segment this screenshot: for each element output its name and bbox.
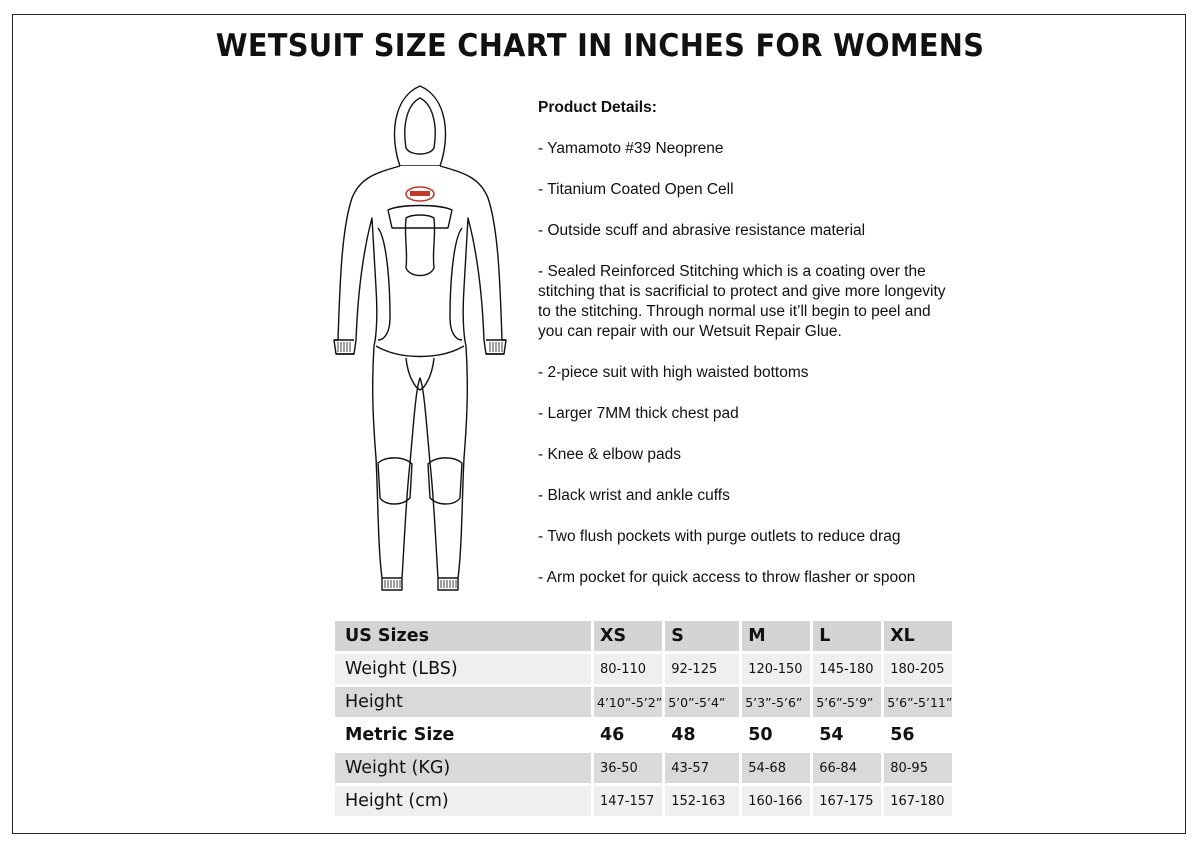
table-cell: 54 — [813, 720, 881, 750]
table-cell: 50 — [742, 720, 810, 750]
table-cell: 5’6”-5’11” — [884, 687, 952, 717]
row-label: Weight (KG) — [335, 753, 591, 783]
table-row — [335, 621, 952, 651]
detail-item: - Titanium Coated Open Cell — [538, 181, 734, 198]
table-cell: 80-110 — [594, 654, 662, 684]
size-chart-table — [332, 618, 955, 819]
table-row — [335, 786, 952, 816]
table-cell: 145-180 — [813, 654, 881, 684]
table-cell: 160-166 — [742, 786, 810, 816]
detail-item: - Knee & elbow pads — [538, 446, 682, 463]
table-cell: 48 — [665, 720, 739, 750]
product-details-heading: Product Details: — [538, 99, 657, 116]
table-cell: L — [813, 621, 881, 651]
detail-item: - Black wrist and ankle cuffs — [538, 487, 730, 504]
table-cell: 43-57 — [665, 753, 739, 783]
table-cell: 180-205 — [884, 654, 952, 684]
table-row — [335, 654, 952, 684]
detail-item: - Larger 7MM thick chest pad — [538, 405, 739, 422]
table-cell: XS — [594, 621, 662, 651]
table-row — [335, 687, 952, 717]
table-cell: 120-150 — [742, 654, 810, 684]
table-row — [335, 753, 952, 783]
table-cell: 54-68 — [742, 753, 810, 783]
row-label: Height — [335, 687, 591, 717]
table-cell: 5’6”-5’9” — [813, 687, 881, 717]
row-label: Weight (LBS) — [335, 654, 591, 684]
page-title: WETSUIT SIZE CHART IN INCHES FOR WOMENS — [215, 28, 985, 64]
detail-item: - Two flush pockets with purge outlets to reduce drag — [538, 528, 901, 545]
brand-logo-icon — [406, 187, 434, 201]
table-cell: 152-163 — [665, 786, 739, 816]
wetsuit-illustration — [320, 78, 520, 608]
detail-item: - Sealed Reinforced Stitching which is a coating over the stitching that is sacrificial to protect and give more longevity to the stitching. Through normal use it’ll begin to peel and you can repair with our Wetsuit Repair Glue. — [538, 263, 946, 340]
detail-item: - Arm pocket for quick access to throw flasher or spoon — [538, 569, 916, 586]
row-label: Height (cm) — [335, 786, 591, 816]
table-cell: 66-84 — [813, 753, 881, 783]
table-cell: XL — [884, 621, 952, 651]
table-row — [335, 720, 952, 750]
table-cell: 5’0”-5’4” — [665, 687, 739, 717]
detail-item: - 2-piece suit with high waisted bottoms — [538, 364, 809, 381]
table-cell: M — [742, 621, 810, 651]
row-label: Metric Size — [335, 720, 591, 750]
table-cell: 56 — [884, 720, 952, 750]
table-cell: 80-95 — [884, 753, 952, 783]
table-cell: 4’10”-5’2” — [594, 687, 662, 717]
table-cell: 46 — [594, 720, 662, 750]
table-cell: 167-180 — [884, 786, 952, 816]
detail-item: - Outside scuff and abrasive resistance material — [538, 222, 866, 239]
detail-item: - Yamamoto #39 Neoprene — [538, 140, 724, 157]
table-cell: 36-50 — [594, 753, 662, 783]
table-cell: 167-175 — [813, 786, 881, 816]
table-cell: 92-125 — [665, 654, 739, 684]
product-details — [538, 98, 958, 609]
table-cell: S — [665, 621, 739, 651]
table-cell: 5’3”-5’6” — [742, 687, 810, 717]
row-label: US Sizes — [335, 621, 591, 651]
table-cell: 147-157 — [594, 786, 662, 816]
